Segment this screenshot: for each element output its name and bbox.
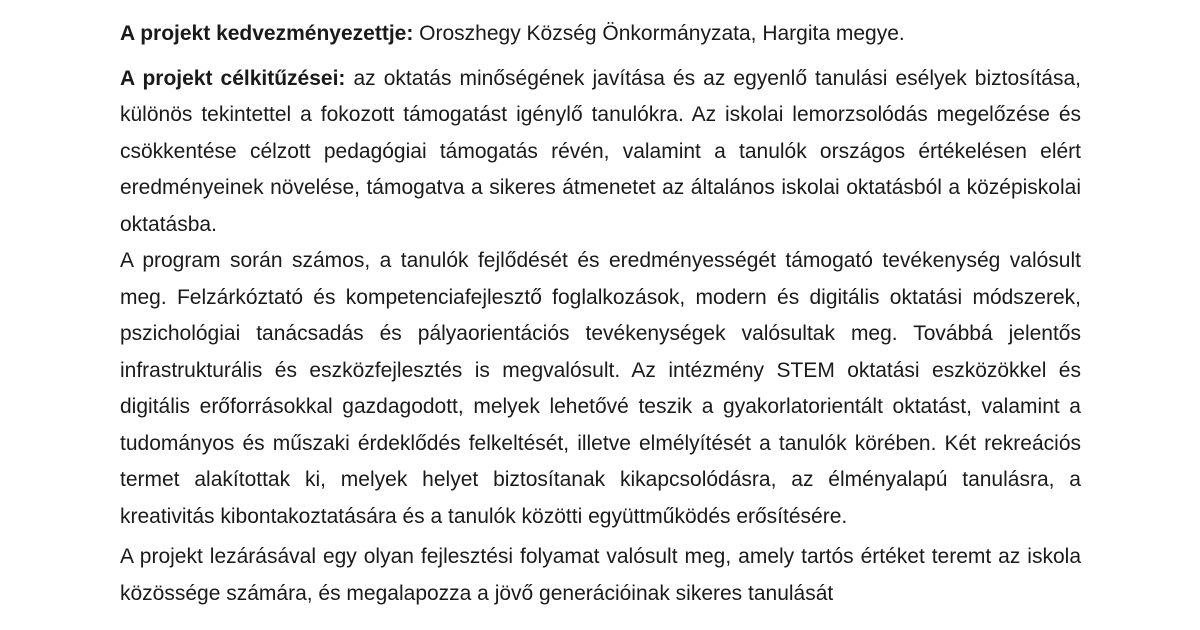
objectives-label: A projekt célkitűzései: (120, 66, 346, 90)
objectives-text: az oktatás minőségének javítása és az egyenlő tanulási esélyek biztosítása, különös tekintettel a fokozott támogatást igénylő tanulókra. Az iskolai lemorzsolódás megelőzése és csökkentése célzott pedagógiai támogatás révén, valamint a tanulók országos értékelésen elért eredményeinek növelése, támogatva a sikeres átmenetet az általános iskolai oktatásból a középiskolai oktatásba. (120, 66, 1081, 236)
beneficiary-text: Oroszhegy Község Önkormányzata, Hargita megye. (413, 22, 905, 45)
beneficiary-label: A projekt kedvezményezettje: (120, 22, 414, 45)
closing-paragraph: A projekt lezárásával egy olyan fejlesztési folyamat valósult meg, amely tartós értéket teremt az iskola közössége számára, és megalapozza a jövő generációinak sikeres tanulását (120, 545, 1081, 605)
document-body (120, 16, 1081, 612)
objectives-paragraph (120, 61, 1081, 244)
program-paragraph: A program során számos, a tanulók fejlődését és eredményességét támogató tevékenység valósult meg. Felzárkóztató és kompetenciafejlesztő foglalkozások, modern és digitális oktatási módszerek, pszichológiai tanácsadás és pályaorientációs tevékenységek valósultak meg. Továbbá jelentős infrastrukturális és eszközfejlesztés is megvalósult. Az intézmény STEM oktatási eszközökkel és digitális erőforrásokkal gazdagodott, melyek lehetővé teszik a gyakorlatorientált oktatást, valamint a tudományos és műszaki érdeklődés felkeltését, illetve elmélyítését a tanulók körében. Két rekreációs termet alakítottak ki, melyek helyet biztosítanak kikapcsolódásra, az élményalapú tanulásra, a kreativitás kibontakoztatására és a tanulók közötti együttműködés erősítésére. (120, 249, 1081, 528)
beneficiary-paragraph (120, 16, 1081, 53)
